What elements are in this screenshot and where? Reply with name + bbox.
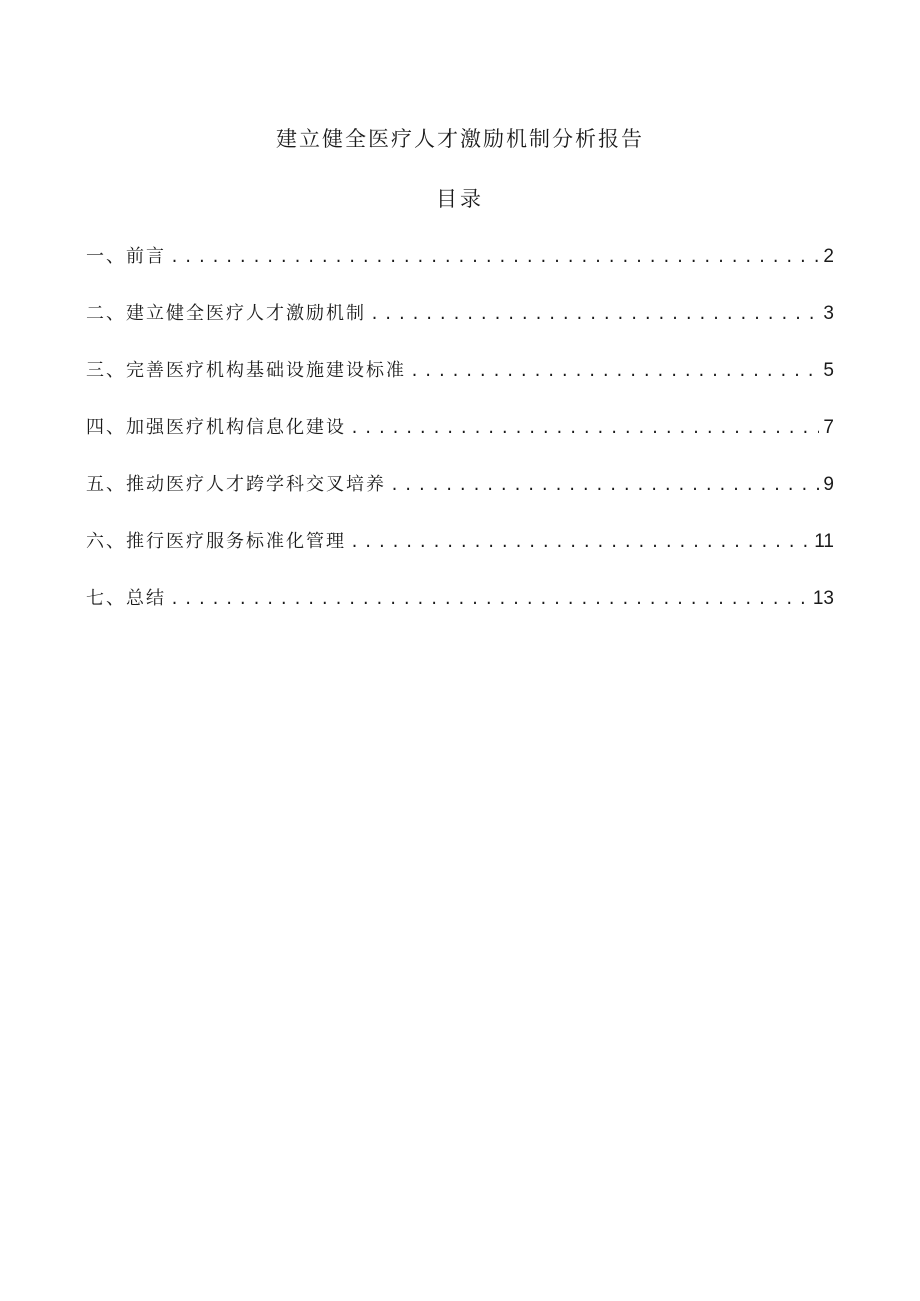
- toc-page-number: 7: [823, 417, 834, 438]
- toc-page-number: 2: [823, 246, 834, 267]
- toc-dot-leader: [370, 300, 819, 328]
- document-title: 建立健全医疗人才激励机制分析报告: [276, 127, 644, 151]
- toc-entry-label: 五、推动医疗人才跨学科交叉培养: [86, 474, 386, 495]
- toc-entry-label: 七、总结: [86, 588, 166, 609]
- toc-page-number: 13: [812, 588, 834, 609]
- toc-dot-leader: [170, 243, 819, 271]
- table-of-contents: [86, 243, 834, 642]
- toc-entry-informatization[interactable]: [86, 414, 834, 442]
- toc-entry-label: 一、前言: [86, 246, 166, 267]
- toc-heading: 目录: [436, 187, 484, 211]
- toc-page-number: 5: [823, 360, 834, 381]
- toc-dot-leader: [390, 471, 819, 499]
- toc-entry-label: 三、完善医疗机构基础设施建设标准: [86, 360, 406, 381]
- toc-entry-standardized-management[interactable]: [86, 528, 834, 556]
- toc-page-number: 3: [823, 303, 834, 324]
- toc-entry-label: 四、加强医疗机构信息化建设: [86, 417, 346, 438]
- toc-entry-interdisciplinary-training[interactable]: [86, 471, 834, 499]
- toc-dot-leader: [350, 414, 819, 442]
- toc-entry-summary[interactable]: [86, 585, 834, 613]
- toc-entry-label: 二、建立健全医疗人才激励机制: [86, 303, 366, 324]
- toc-entry-infrastructure-standards[interactable]: [86, 357, 834, 385]
- toc-dot-leader: [350, 528, 810, 556]
- toc-page-number: 11: [814, 531, 834, 552]
- toc-page-number: 9: [823, 474, 834, 495]
- toc-entry-incentive-mechanism[interactable]: [86, 300, 834, 328]
- toc-dot-leader: [170, 585, 809, 613]
- toc-dot-leader: [410, 357, 819, 385]
- toc-entry-preface[interactable]: [86, 243, 834, 271]
- toc-entry-label: 六、推行医疗服务标准化管理: [86, 531, 346, 552]
